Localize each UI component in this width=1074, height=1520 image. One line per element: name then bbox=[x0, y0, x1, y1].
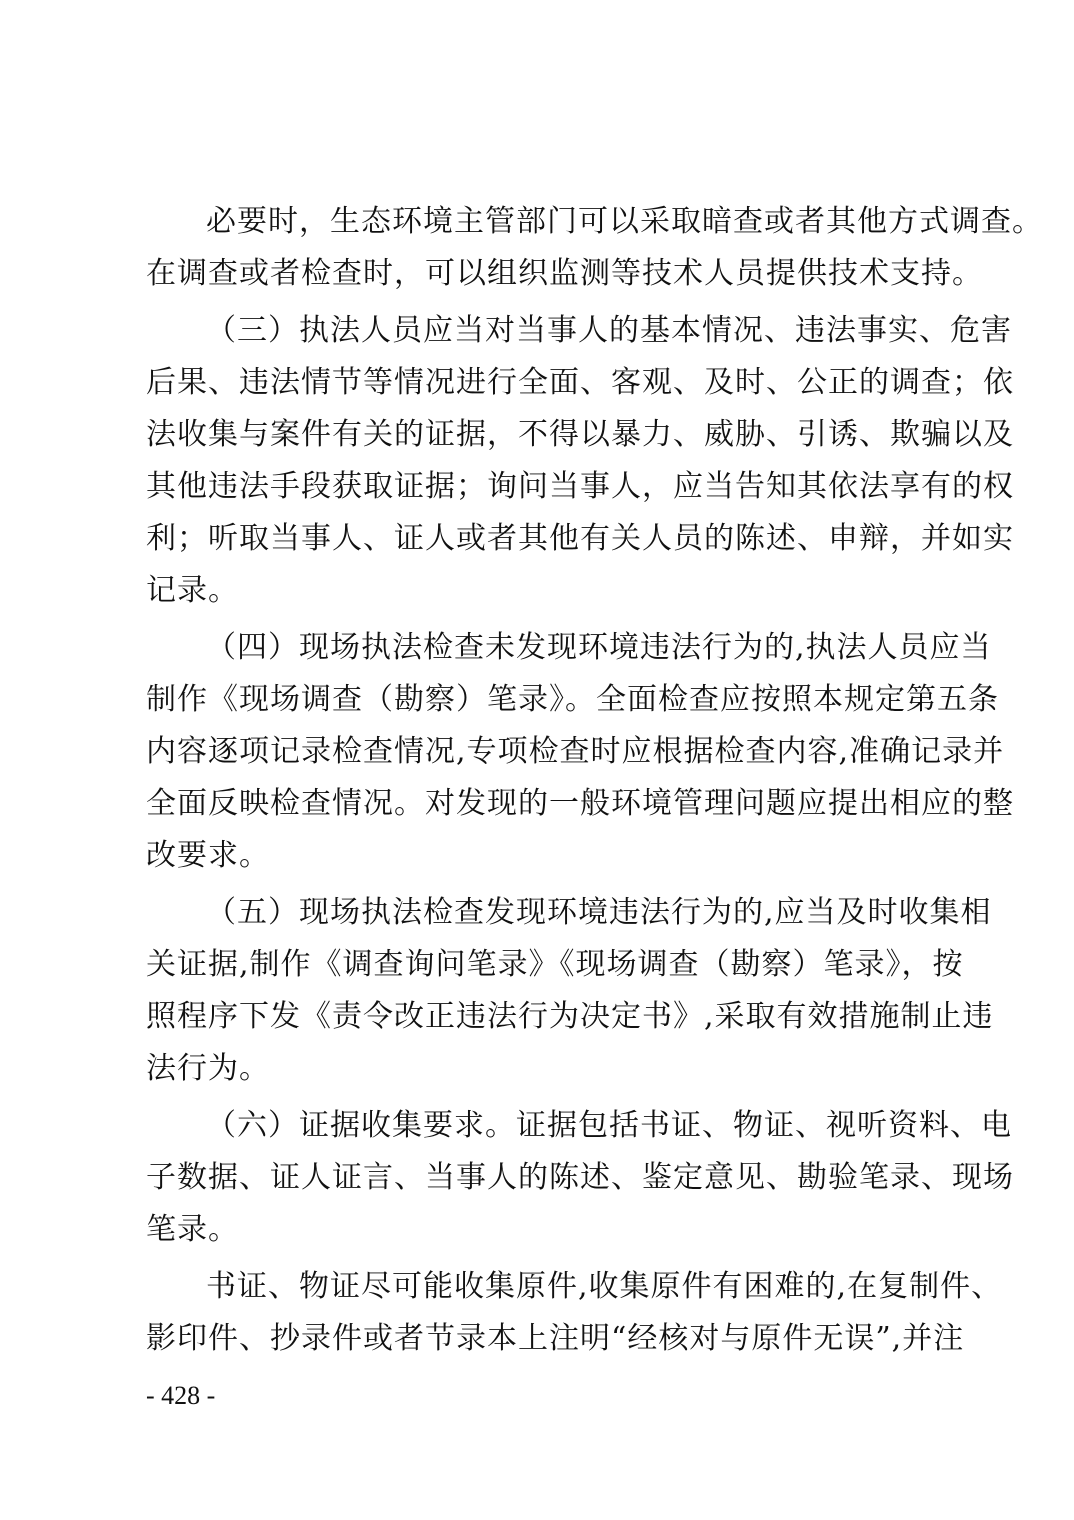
paragraph-line: （三）执法人员应当对当事人的基本情况、违法事实、危害 bbox=[206, 313, 1012, 348]
paragraph-line: 制作《现场调查（勘察）笔录》。全面检查应按照本规定第五条 bbox=[146, 682, 999, 717]
paragraph-line: （五）现场执法检查发现环境违法行为的,应当及时收集相 bbox=[206, 895, 992, 930]
paragraph-line: 利；听取当事人、证人或者其他有关人员的陈述、申辩，并如实 bbox=[146, 521, 1014, 556]
paragraph-line: 笔录。 bbox=[146, 1212, 239, 1247]
page-number: - 428 - bbox=[146, 1381, 216, 1410]
paragraph-line: 改要求。 bbox=[146, 838, 270, 873]
paragraph-line: （六）证据收集要求。证据包括书证、物证、视听资料、电 bbox=[206, 1108, 1012, 1143]
paragraph-line: 必要时，生态环境主管部门可以采取暗查或者其他方式调查。 bbox=[206, 204, 1043, 239]
paragraph-line: （四）现场执法检查未发现环境违法行为的,执法人员应当 bbox=[206, 630, 992, 665]
paragraph-line: 其他违法手段获取证据；询问当事人，应当告知其依法享有的权 bbox=[146, 469, 1014, 504]
paragraph-line: 法行为。 bbox=[146, 1051, 270, 1086]
paragraph-line: 影印件、抄录件或者节录本上注明“经核对与原件无误”,并注 bbox=[146, 1321, 965, 1356]
body-text bbox=[146, 196, 1043, 1365]
paragraph-line: 记录。 bbox=[146, 573, 239, 608]
paragraph-line: 关证据,制作《调查询问笔录》《现场调查（勘察）笔录》，按 bbox=[146, 947, 964, 982]
paragraph-line: 子数据、证人证言、当事人的陈述、鉴定意见、勘验笔录、现场 bbox=[146, 1160, 1014, 1195]
paragraph-line: 书证、物证尽可能收集原件,收集原件有困难的,在复制件、 bbox=[206, 1269, 1003, 1304]
paragraph-line: 内容逐项记录检查情况,专项检查时应根据检查内容,准确记录并 bbox=[146, 734, 1005, 769]
paragraph-line: 法收集与案件有关的证据，不得以暴力、威胁、引诱、欺骗以及 bbox=[146, 417, 1014, 452]
paragraph-line: 在调查或者检查时，可以组织监测等技术人员提供技术支持。 bbox=[146, 256, 983, 291]
paragraph-line: 照程序下发《责令改正违法行为决定书》,采取有效措施制止违 bbox=[146, 999, 994, 1034]
paragraph-line: 全面反映检查情况。对发现的一般环境管理问题应提出相应的整 bbox=[146, 786, 1014, 821]
paragraph-line: 后果、违法情节等情况进行全面、客观、及时、公正的调查；依 bbox=[146, 365, 1014, 400]
